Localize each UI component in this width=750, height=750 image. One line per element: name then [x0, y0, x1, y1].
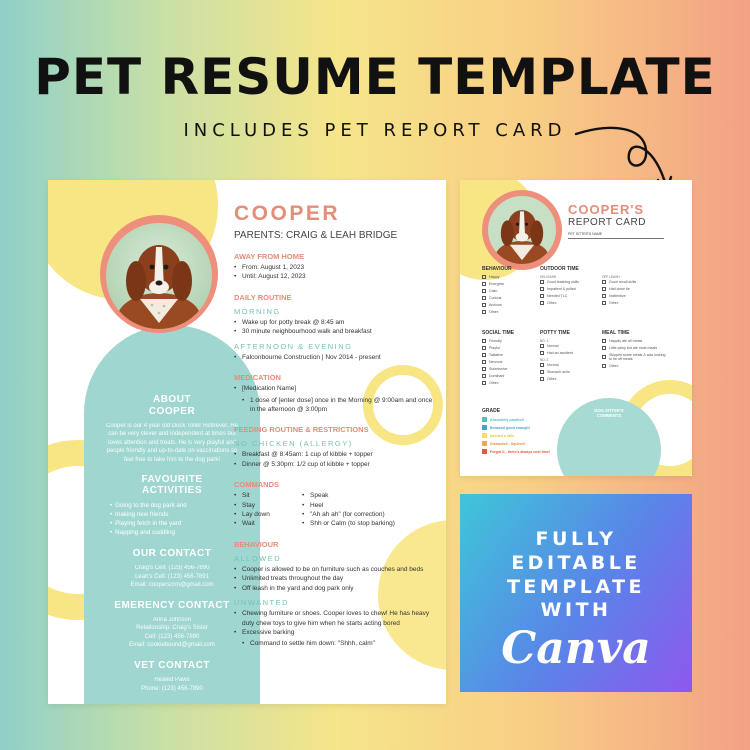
list-item: • Napping and cuddling — [110, 529, 260, 538]
grade-column — [482, 408, 562, 457]
sub-label: ON LEASH — [540, 275, 557, 279]
checkbox-item[interactable]: Good leashing skills — [540, 280, 600, 284]
list-item: • "Ah ah ah" (for correction) — [302, 510, 432, 519]
list-item: • 30 minute neighbourhood walk and breakfast — [234, 327, 439, 336]
sub-label: NO. 1 — [540, 339, 549, 343]
checkbox[interactable] — [482, 310, 486, 314]
meal-column — [602, 330, 666, 371]
dog-photo-frame — [482, 190, 562, 270]
comments-title: DOG SITTER'S COMMENTS — [594, 408, 624, 419]
list-item: • Lay down — [234, 510, 302, 519]
checkbox[interactable] — [540, 363, 544, 367]
grade-item[interactable]: Needed a little — [482, 433, 562, 438]
allowed-list — [234, 565, 439, 593]
dog-photo — [106, 223, 212, 329]
checkbox-item[interactable]: Dominant — [482, 374, 532, 378]
grade-item[interactable]: Behaved good enough! — [482, 425, 562, 430]
checkbox[interactable] — [482, 275, 486, 279]
column-title: GRADE — [482, 408, 501, 414]
list-item: • making new friends — [110, 511, 260, 520]
outdoor-column — [540, 266, 600, 308]
grade-swatch — [482, 433, 487, 438]
checkbox-item[interactable]: Energetic — [482, 282, 532, 286]
section-title: MEDICATION — [234, 373, 281, 383]
list-item: • Sit — [234, 491, 302, 500]
grade-item[interactable]: Distracted - Squirrel! — [482, 441, 562, 446]
checkbox-item[interactable]: Happy — [482, 275, 532, 279]
list-item: • Wake up for potty break @ 8:45 am — [234, 318, 439, 327]
list-item: • Going to the dog park and — [110, 502, 260, 511]
report-subtitle: REPORT CARD — [568, 217, 646, 228]
list-item: • Falconbourne Construction | Nov 2014 - present — [234, 353, 439, 362]
canva-logo: Canva — [501, 623, 651, 674]
potty-column — [540, 330, 600, 384]
checkbox-item[interactable]: Stomach ache — [540, 370, 600, 374]
list-item: • Playing fetch in the yard — [110, 520, 260, 529]
list-item: • Cooper is allowed to be on furniture such as couches and beds — [234, 565, 439, 574]
checkbox[interactable] — [540, 294, 544, 298]
checkbox-item[interactable]: Other: — [482, 310, 532, 314]
away-list — [234, 263, 439, 282]
grade-swatch — [482, 449, 487, 454]
hero-subtitle: INCLUDES PET REPORT CARD — [183, 120, 567, 141]
promo-line: TEMPLATE — [506, 575, 646, 598]
checkbox[interactable] — [482, 360, 486, 364]
checkbox-item[interactable]: Talkative — [482, 353, 532, 357]
list-item: • 1 dose of [enter dose] once in the Morning @ 9:00am and once in the afternoon @ 3:00pm — [234, 396, 439, 415]
checkbox[interactable] — [482, 282, 486, 286]
commands-right — [302, 491, 432, 529]
list-item: • Breakfast @ 8:45am: 1 cup of kibble + topper — [234, 450, 439, 459]
checkbox[interactable] — [540, 351, 544, 355]
commands-columns — [234, 489, 439, 529]
section-title: DAILY ROUTINE — [234, 292, 292, 302]
off-leash-column — [602, 274, 666, 308]
list-item: • Chewing furniture or shoes. Cooper loves to chew! He has heavy duty chew toys to give him when he starts acting bored — [234, 609, 439, 628]
column-title: SOCIAL TIME — [482, 330, 515, 336]
checkbox[interactable] — [540, 344, 544, 348]
column-title: POTTY TIME — [540, 330, 570, 336]
checkbox-item[interactable]: Other: — [482, 381, 532, 385]
list-item: • Excessive barking — [234, 628, 439, 637]
checkbox-item[interactable]: Little picky but ate most meals — [602, 346, 666, 350]
unwanted-list — [234, 609, 439, 637]
checkbox-item[interactable]: Skipped some meals & was looking to be off meals — [602, 353, 666, 361]
list-item: • Stay — [234, 501, 302, 510]
list-item: • [Medication Name] — [234, 384, 439, 393]
evening-list — [234, 353, 439, 362]
grade-swatch — [482, 417, 487, 422]
about-text: Cooper is our 4 year old Duck Toller Retriever. He can be very clever and independent at times but loves attention and treats. He is very playful and people friendly and up-to-date on vaccinations so feel free to take him to the dog park! — [106, 423, 238, 463]
checkbox-item[interactable]: Friendly — [482, 339, 532, 343]
list-item: • Dinner @ 5:30pm: 1/2 cup of kibble + topper — [234, 460, 439, 469]
list-item: • Speak — [302, 491, 432, 500]
checkbox-item[interactable]: Playful — [482, 346, 532, 350]
checkbox[interactable] — [482, 353, 486, 357]
checkbox-item[interactable]: Other: — [540, 377, 600, 381]
hero-title: PET RESUME TEMPLATE — [34, 48, 716, 106]
emergency-title: EMERENCY CONTACT — [114, 599, 230, 611]
sub-label: NO. 2 — [540, 358, 549, 362]
section-title: BEHAVIOUR — [234, 539, 279, 549]
morning-list — [234, 318, 439, 337]
emergency-lines: Anna Johnson Relationship: Craig's Sister Cell: (123) 456-7890 Email: cookiebound@gmail.com — [129, 617, 215, 649]
subsection-title: NO CHICKEN (ALLERGY) — [234, 439, 353, 449]
checkbox[interactable] — [482, 296, 486, 300]
checkbox-item[interactable]: Calm — [482, 289, 532, 293]
checkbox-item[interactable]: Impatient & pulled — [540, 287, 600, 291]
commands-left — [234, 491, 302, 529]
checkbox-item[interactable]: Other: — [602, 364, 666, 368]
column-title: MEAL TIME — [602, 330, 630, 336]
checkbox[interactable] — [482, 289, 486, 293]
promo-line: FULLY — [535, 528, 617, 550]
about-title: ABOUT COOPER — [148, 394, 196, 417]
grade-item[interactable]: Forgot it - there's always next time! — [482, 449, 562, 454]
social-column — [482, 330, 532, 388]
list-item: • Off leash in the yard and dog park only — [234, 584, 439, 593]
checkbox[interactable] — [602, 301, 606, 305]
list-item: • From: August 1, 2023 — [234, 263, 439, 272]
checkbox[interactable] — [602, 294, 606, 298]
checkbox[interactable] — [540, 287, 544, 291]
grade-item[interactable]: Absolutely pawfect! — [482, 417, 562, 422]
checkbox[interactable] — [602, 287, 606, 291]
resume-card — [48, 180, 446, 704]
behaviour-column — [482, 266, 532, 317]
section-title: AWAY FROM HOME — [234, 252, 305, 261]
checkbox[interactable] — [540, 301, 544, 305]
medication-sublist — [234, 396, 439, 415]
contact-lines: Craig's Cell: (123) 456-7890 Leah's Cell: (123) 456-7891 Email: cooperscrm@gmail.com — [130, 565, 214, 589]
section-title: COMMANDS — [234, 480, 279, 490]
report-card — [460, 180, 692, 476]
checkbox[interactable] — [602, 280, 606, 284]
promo-line: EDITABLE — [511, 551, 641, 574]
checkbox-item[interactable]: Normal — [540, 363, 600, 367]
list-item: • Until: August 12, 2023 — [234, 272, 439, 281]
subsection-title: ALLOWED — [234, 553, 282, 563]
checkbox[interactable] — [482, 303, 486, 307]
checkbox-item[interactable]: Good recall skills — [602, 280, 666, 284]
sub-label: OFF LEASH — [602, 275, 620, 279]
favourite-activities-title: FAVOURITE ACTIVITIES — [141, 473, 203, 497]
checkbox-item[interactable]: Other: — [540, 301, 600, 305]
canva-promo — [460, 494, 692, 692]
checkbox[interactable] — [602, 355, 606, 359]
checkbox[interactable] — [602, 364, 606, 368]
column-title: OUTDOOR TIME — [540, 266, 579, 272]
list-item: • Command to settle him down: "Shhh, calm" — [234, 639, 439, 648]
checkbox[interactable] — [482, 367, 486, 371]
resume-main — [234, 202, 439, 649]
checkbox-item[interactable]: Had close tie — [602, 287, 666, 291]
checkbox-item[interactable]: Needed TLC — [540, 294, 600, 298]
promo-line: WITH — [540, 599, 612, 622]
checkbox-item[interactable]: Had an accident — [540, 351, 600, 355]
list-item: • Shh or Calm (to stop barking) — [302, 519, 432, 528]
checkbox[interactable] — [602, 339, 606, 343]
subsection-title: MORNING — [234, 306, 281, 316]
dog-photo — [488, 196, 556, 264]
checkbox[interactable] — [482, 374, 486, 378]
checkbox[interactable] — [540, 377, 544, 381]
checkbox-item[interactable]: Submissive — [482, 367, 532, 371]
pet-name: COOPER — [234, 202, 341, 225]
grade-swatch — [482, 441, 487, 446]
column-title: BEHAVIOUR — [482, 266, 512, 272]
list-item: • Heel — [302, 501, 432, 510]
dog-photo-frame — [98, 215, 220, 337]
parents-line: PARENTS: CRAIG & LEAH BRIDGE — [234, 230, 398, 241]
section-title: FEEDING ROUTINE & RESTRICTIONS — [234, 425, 369, 435]
checkbox[interactable] — [602, 346, 606, 350]
unwanted-sublist — [234, 639, 439, 648]
vet-lines: Healed Paws Phone: (123) 456-7890 — [141, 677, 203, 692]
checkbox-item[interactable]: Happily ate all meals — [602, 339, 666, 343]
grade-swatch — [482, 425, 487, 430]
vet-title: VET CONTACT — [134, 659, 210, 671]
sitter-name-field[interactable]: PET SITTER'S NAME — [568, 232, 664, 239]
checkbox-item[interactable]: Curious — [482, 296, 532, 300]
checkbox[interactable] — [482, 339, 486, 343]
list-item: • Unlimited treats throughout the day — [234, 574, 439, 583]
report-title: COOPER'S — [568, 202, 645, 217]
subsection-title: AFTERNOON & EVENING — [234, 341, 353, 351]
checkbox-item[interactable]: Normal — [540, 344, 600, 348]
subsection-title: UNWANTED — [234, 598, 290, 608]
checkbox-item[interactable]: Other: — [602, 301, 666, 305]
checkbox-item[interactable]: Anxious — [482, 303, 532, 307]
checkbox[interactable] — [482, 381, 486, 385]
checkbox[interactable] — [540, 280, 544, 284]
medication-list — [234, 384, 439, 393]
feeding-list — [234, 450, 439, 469]
checkbox[interactable] — [482, 346, 486, 350]
checkbox[interactable] — [540, 370, 544, 374]
checkbox-item[interactable]: Nervous — [482, 360, 532, 364]
list-item: • Wait — [234, 519, 302, 528]
checkbox-item[interactable]: Inattentive — [602, 294, 666, 298]
contact-title: OUR CONTACT — [132, 547, 212, 559]
